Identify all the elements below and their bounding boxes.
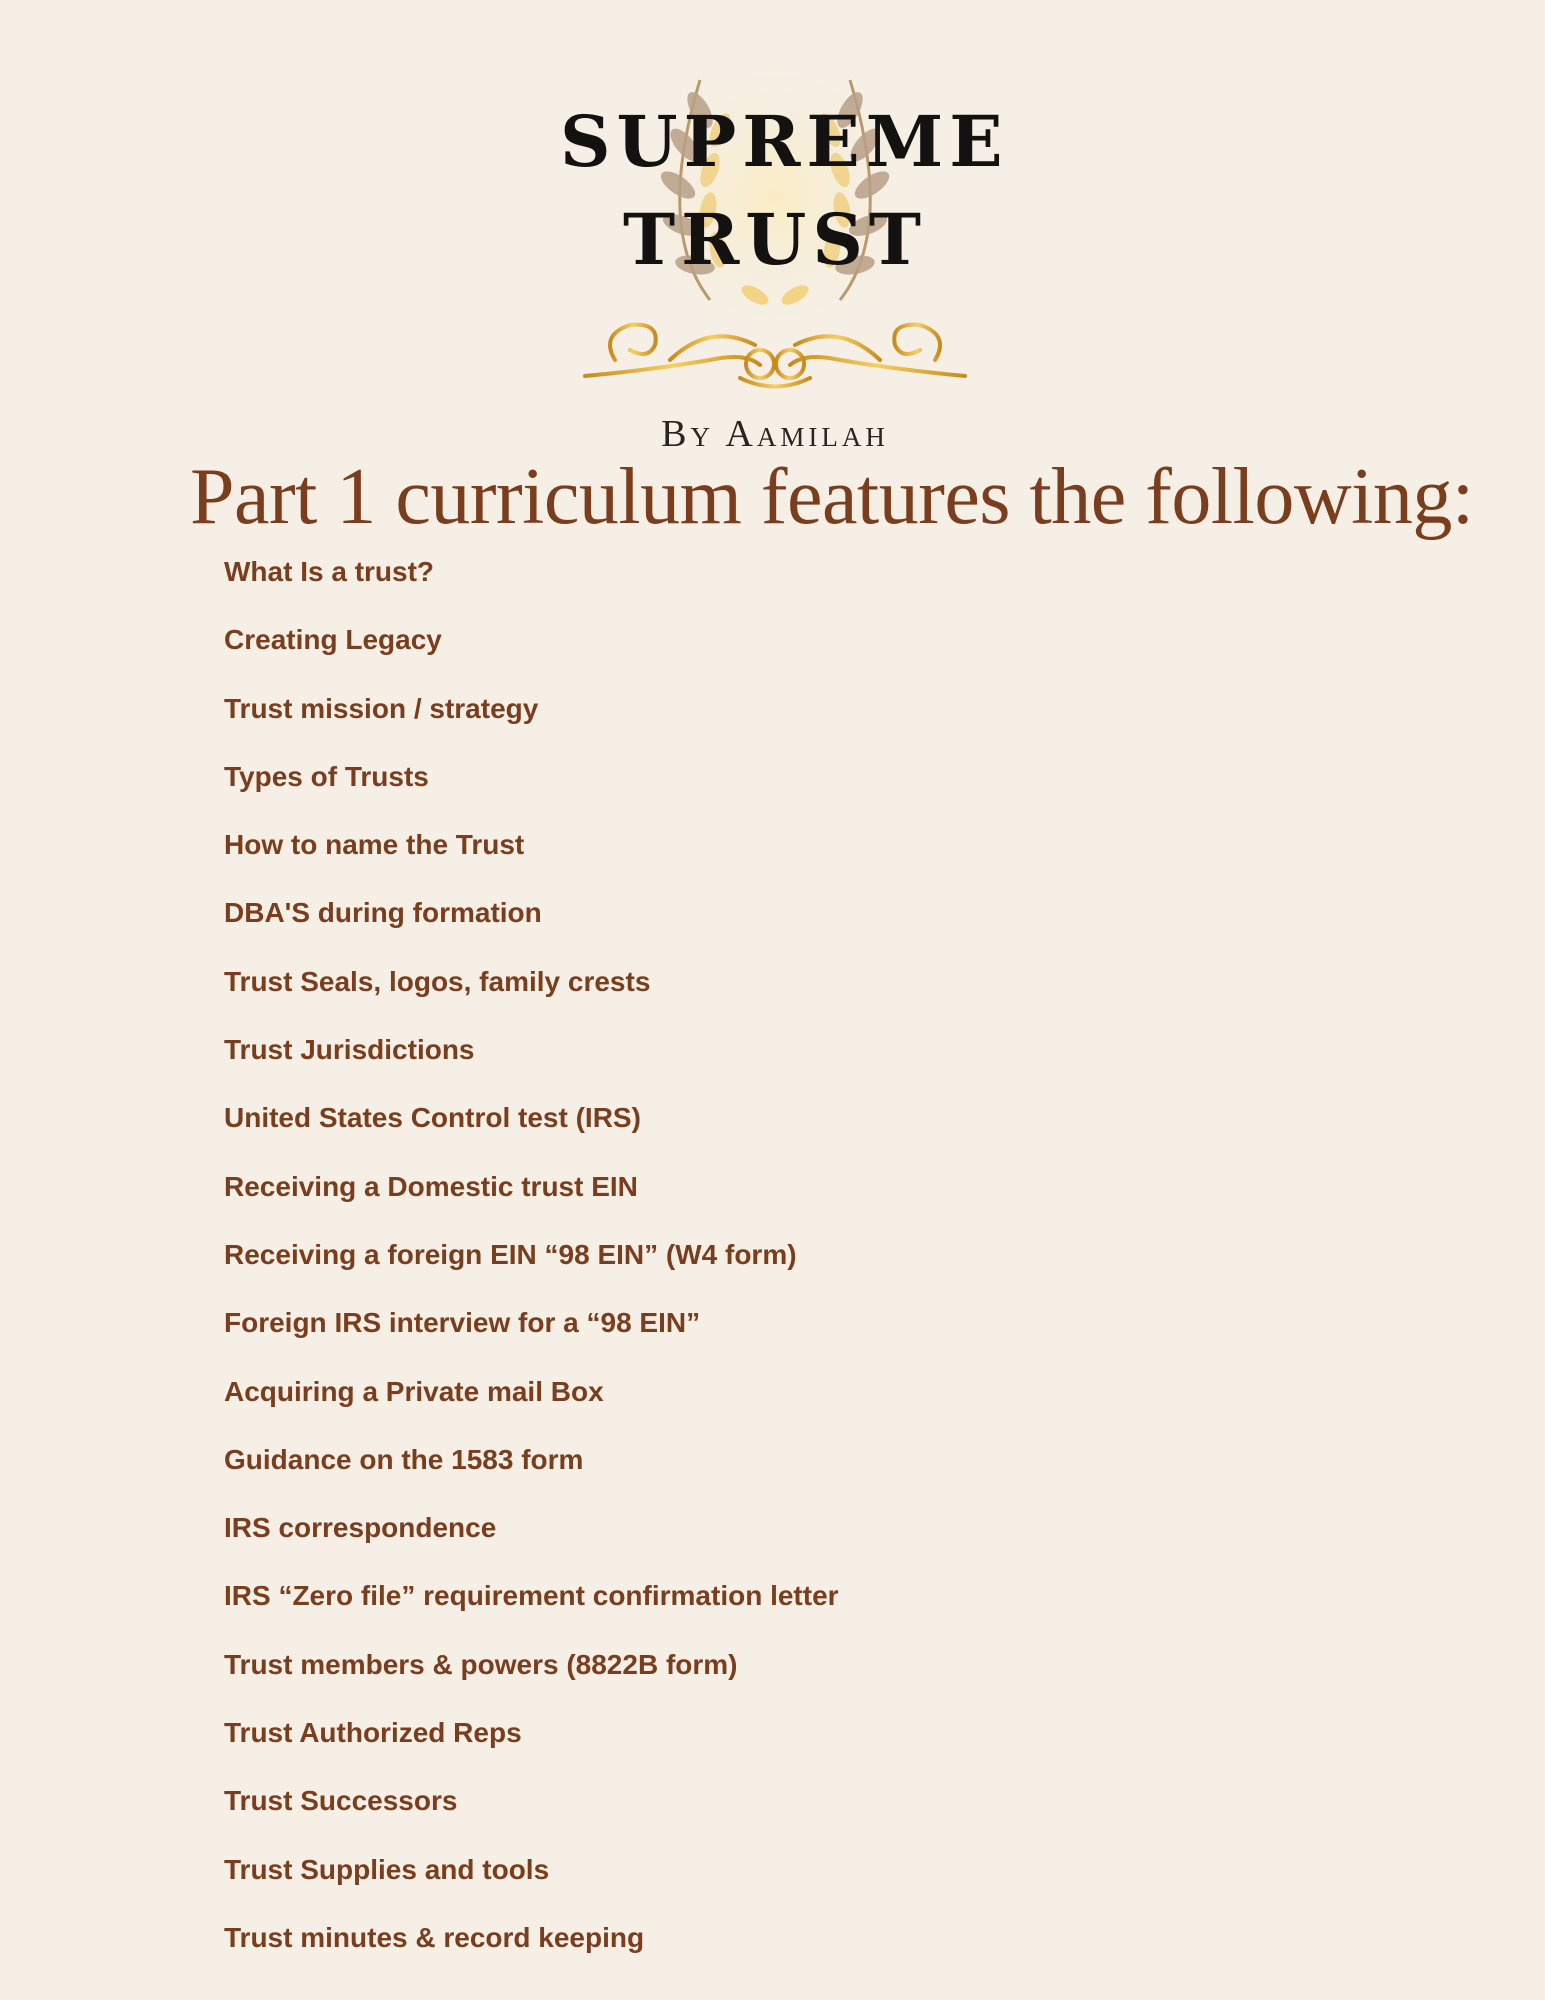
list-item: Trust minutes & record keeping xyxy=(224,1921,645,1953)
logo-byline: By Aamilah xyxy=(661,413,889,455)
list-item: Trust members & powers (8822B form) xyxy=(224,1648,738,1680)
list-item: DBA'S during formation xyxy=(224,897,542,929)
list-item: IRS correspondence xyxy=(224,1512,497,1544)
list-item: Receiving a Domestic trust EIN xyxy=(224,1170,638,1202)
list-item: Trust Seals, logos, family crests xyxy=(224,965,651,997)
list-item: Receiving a foreign EIN “98 EIN” (W4 form) xyxy=(224,1238,797,1270)
curriculum-list xyxy=(224,555,839,1989)
list-item: Foreign IRS interview for a “98 EIN” xyxy=(224,1307,701,1339)
logo-title-trust: TRUST xyxy=(623,198,927,281)
list-item: Acquiring a Private mail Box xyxy=(224,1375,604,1407)
list-item: What Is a trust? xyxy=(224,556,435,587)
list-item: Creating Legacy xyxy=(224,624,442,656)
list-item: IRS “Zero file” requirement confirmation letter xyxy=(224,1580,839,1612)
list-item: How to name the Trust xyxy=(224,829,525,861)
supreme-trust-logo xyxy=(560,60,1009,460)
list-item: Guidance on the 1583 form xyxy=(224,1443,584,1475)
logo-title-supreme: SUPREME xyxy=(560,100,1009,183)
list-item: United States Control test (IRS) xyxy=(224,1102,641,1134)
list-item: Trust mission / strategy xyxy=(224,692,539,724)
list-item: Trust Successors xyxy=(224,1785,458,1817)
page-title: Part 1 curriculum features the following: xyxy=(190,453,1474,541)
list-item: Trust Authorized Reps xyxy=(224,1717,522,1749)
list-item: Trust Supplies and tools xyxy=(224,1853,550,1885)
list-item: Trust Jurisdictions xyxy=(224,1034,475,1066)
list-item: Types of Trusts xyxy=(224,760,429,792)
